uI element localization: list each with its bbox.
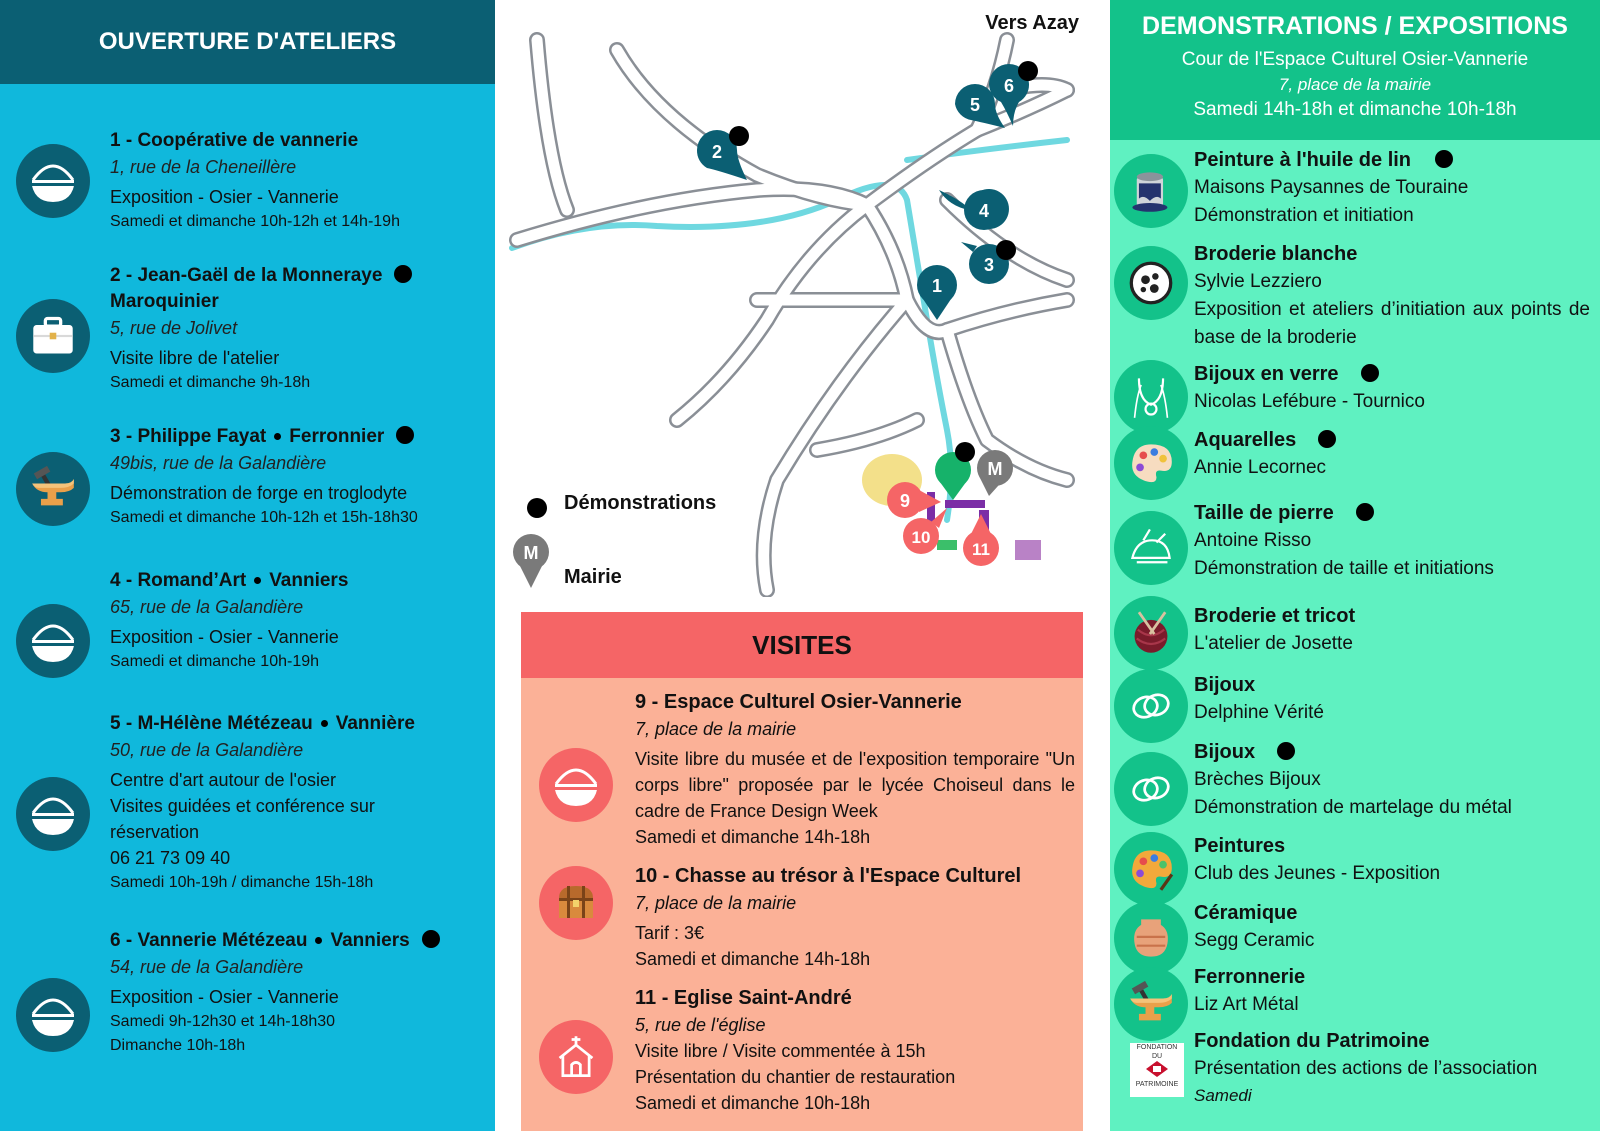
map-marker-9 (887, 482, 941, 518)
demo-line: Nicolas Lefébure - Tournico (1194, 391, 1425, 412)
demonstration-dot-icon (1277, 742, 1295, 760)
atelier-desc: Centre d'art autour de l'osier (110, 770, 336, 790)
separator-dot-icon (254, 577, 261, 584)
palette-icon (1114, 832, 1188, 906)
atelier-address: 1, rue de la Cheneillère (110, 157, 297, 177)
demo-title: Peinture à l'huile de lin (1194, 149, 1412, 171)
svg-text:5: 5 (969, 95, 981, 115)
demo-line: Antoine Risso (1194, 530, 1312, 551)
basket-icon (16, 978, 90, 1052)
demo-line: Démonstration de martelage du métal (1194, 797, 1512, 818)
atelier-hours: Samedi et dimanche 10h-12h et 14h-19h (110, 213, 400, 230)
atelier-title: 5 - M-Hélène Métézeau (110, 713, 313, 734)
demo-title: Peintures (1194, 835, 1286, 857)
svg-text:4: 4 (978, 201, 990, 221)
visite-title: 9 - Espace Culturel Osier-Vannerie (635, 691, 962, 713)
demonstrations-hours: Samedi 14h-18h et dimanche 10h-18h (1193, 99, 1517, 120)
demo-line: Brèches Bijoux (1194, 769, 1321, 790)
atelier-title: 6 - Vannerie Métézeau (110, 930, 308, 951)
demonstrations-title: DEMONSTRATIONS / EXPOSITIONS (1142, 12, 1568, 40)
demonstration-dot-icon (396, 426, 414, 444)
demo-title: Céramique (1194, 902, 1298, 924)
map-marker-4 (939, 189, 1009, 230)
basket-icon (16, 777, 90, 851)
basket-icon (539, 748, 613, 822)
demo-line: Maisons Paysannes de Touraine (1194, 177, 1469, 198)
ateliers-panel (0, 0, 495, 1131)
legend-mairie: Mairie (564, 566, 622, 588)
anvil-icon (16, 452, 90, 526)
map-marker-3 (961, 240, 1016, 284)
svg-text:M: M (523, 543, 539, 563)
svg-text:3: 3 (983, 255, 995, 275)
demonstration-dot-icon (1435, 150, 1453, 168)
visite-address: 7, place de la mairie (635, 893, 797, 913)
demo-title: Bijoux (1194, 674, 1256, 696)
visite-hours: Samedi et dimanche 14h-18h (635, 949, 871, 969)
demo-title: Broderie et tricot (1194, 605, 1356, 627)
svg-text:10: 10 (911, 528, 931, 547)
legend-demonstrations: Démonstrations (564, 492, 717, 514)
visite-address: 5, rue de l'église (635, 1015, 766, 1035)
atelier-address: 5, rue de Jolivet (110, 318, 238, 338)
demo-line: Présentation des actions de l’association (1194, 1058, 1538, 1079)
demonstration-dot-icon (1318, 430, 1336, 448)
svg-text:6: 6 (1003, 76, 1015, 96)
atelier-trade: Ferronnier (289, 426, 385, 447)
demo-line: Démonstration et initiation (1194, 205, 1414, 226)
visite-desc: Visite libre du musée et de l'exposition temporaire "Un corps libre" proposée par le lycée Choiseul dans le cadre de France Design Week (635, 749, 1075, 821)
svg-text:1: 1 (931, 276, 943, 296)
treasure-chest-icon (539, 866, 613, 940)
atelier-desc: Exposition - Osier - Vannerie (110, 187, 339, 207)
demo-title: Bijoux (1194, 741, 1256, 763)
map-direction-label: Vers Azay (985, 12, 1079, 34)
atelier-hours: Dimanche 10h-18h (110, 1037, 246, 1054)
atelier-address: 49bis, rue de la Galandière (110, 453, 327, 473)
atelier-desc: Démonstration de forge en troglodyte (110, 483, 408, 503)
svg-text:9: 9 (899, 491, 911, 511)
legend-dot-icon (527, 498, 547, 518)
separator-dot-icon (274, 433, 281, 440)
rings-icon (1114, 669, 1188, 743)
atelier-title: 2 - Jean-Gaël de la Monneraye (110, 265, 383, 286)
demo-line: Annie Lecornec (1194, 457, 1327, 478)
pottery-icon (1114, 901, 1188, 975)
village-map[interactable] (507, 0, 1089, 597)
demo-line: Segg Ceramic (1194, 930, 1315, 951)
church-icon (539, 1020, 613, 1094)
atelier-trade: Maroquinier (110, 291, 219, 312)
visite-desc: Présentation du chantier de restauration (635, 1067, 956, 1087)
demonstration-dot-icon (1361, 364, 1379, 382)
atelier-hours: Samedi et dimanche 9h-18h (110, 374, 311, 391)
demonstrations-place: Cour de l'Espace Culturel Osier-Vannerie (1181, 49, 1529, 70)
atelier-hours: Samedi et dimanche 10h-19h (110, 653, 320, 670)
visites-title: VISITES (521, 612, 1083, 678)
map-marker-mairie (977, 450, 1013, 496)
separator-dot-icon (315, 937, 322, 944)
visite-title: 10 - Chasse au trésor à l'Espace Culturel (635, 865, 1022, 887)
visites-panel (521, 612, 1083, 1131)
svg-text:M: M (987, 459, 1003, 479)
atelier-title: 3 - Philippe Fayat (110, 426, 267, 447)
svg-text:11: 11 (972, 540, 990, 559)
demo-title: Ferronnerie (1194, 966, 1306, 988)
palette-icon (1114, 426, 1188, 500)
visite-address: 7, place de la mairie (635, 719, 797, 739)
demo-line: Démonstration de taille et initiations (1194, 558, 1494, 579)
visite-hours: Samedi et dimanche 14h-18h (635, 827, 871, 847)
demonstration-dot-icon (422, 930, 440, 948)
demo-title: Taille de pierre (1194, 502, 1334, 524)
demo-line: Club des Jeunes - Exposition (1194, 863, 1441, 884)
svg-text:2: 2 (711, 142, 723, 162)
demo-line: L'atelier de Josette (1194, 633, 1353, 654)
paint-can-icon (1114, 154, 1188, 228)
demonstration-dot-icon (394, 265, 412, 283)
visite-hours: Samedi et dimanche 10h-18h (635, 1093, 871, 1113)
demo-note: Samedi (1194, 1086, 1252, 1105)
basket-icon (16, 144, 90, 218)
ateliers-title: OUVERTURE D'ATELIERS (0, 0, 495, 84)
demo-title: Bijoux en verre (1194, 363, 1339, 385)
atelier-trade: Vanniers (330, 930, 410, 951)
demonstrations-panel (1110, 0, 1600, 1131)
demo-title: Broderie blanche (1194, 243, 1358, 265)
atelier-desc: Exposition - Osier - Vannerie (110, 987, 339, 1007)
demonstration-dot-icon (1356, 503, 1374, 521)
atelier-address: 54, rue de la Galandière (110, 957, 304, 977)
fondation-logo: FONDATION DU PATRIMOINE (1130, 1043, 1184, 1097)
atelier-desc: Exposition - Osier - Vannerie (110, 627, 339, 647)
map-marker-1 (917, 265, 957, 320)
separator-dot-icon (321, 720, 328, 727)
stone-carving-icon (1114, 511, 1188, 585)
rings-icon (1114, 752, 1188, 826)
map-marker-espace (935, 442, 975, 500)
map-marker-2 (697, 126, 749, 180)
demonstrations-address: 7, place de la mairie (1278, 75, 1432, 94)
atelier-desc: Visites guidées et conférence sur réservation (110, 796, 375, 842)
demo-title: Aquarelles (1194, 429, 1297, 451)
atelier-phone: 06 21 73 09 40 (110, 848, 231, 868)
atelier-title: 1 - Coopérative de vannerie (110, 130, 359, 151)
demonstrations-header (1110, 0, 1600, 140)
mairie-pin-icon (513, 534, 549, 588)
basket-icon (16, 604, 90, 678)
atelier-hours: Samedi et dimanche 10h-12h et 15h-18h30 (110, 509, 418, 526)
atelier-address: 50, rue de la Galandière (110, 740, 304, 760)
atelier-desc: Visite libre de l'atelier (110, 348, 280, 368)
briefcase-icon (16, 299, 90, 373)
demo-line: Liz Art Métal (1194, 994, 1299, 1015)
demo-title: Fondation du Patrimoine (1194, 1030, 1430, 1052)
necklace-icon (1114, 360, 1188, 434)
atelier-address: 65, rue de la Galandière (110, 597, 304, 617)
yarn-ball-icon (1114, 596, 1188, 670)
visite-desc: Visite libre / Visite commentée à 15h (635, 1041, 926, 1061)
visite-title: 11 - Eglise Saint-André (635, 987, 852, 1009)
anvil-icon (1114, 967, 1188, 1041)
embroidery-hoop-icon (1114, 246, 1188, 320)
demo-line: Sylvie Lezziero (1194, 271, 1322, 292)
atelier-hours: Samedi 10h-19h / dimanche 15h-18h (110, 874, 374, 891)
demo-line: Exposition et ateliers d’initiation aux points de base de la broderie (1194, 299, 1590, 348)
demo-line: Delphine Vérité (1194, 702, 1324, 723)
atelier-title: 4 - Romand’Art (110, 570, 247, 591)
visite-price: Tarif : 3€ (635, 923, 705, 943)
map-marker-11 (963, 514, 999, 566)
atelier-trade: Vanniers (269, 570, 349, 591)
atelier-hours: Samedi 9h-12h30 et 14h-18h30 (110, 1013, 336, 1030)
atelier-trade: Vannière (335, 713, 415, 734)
